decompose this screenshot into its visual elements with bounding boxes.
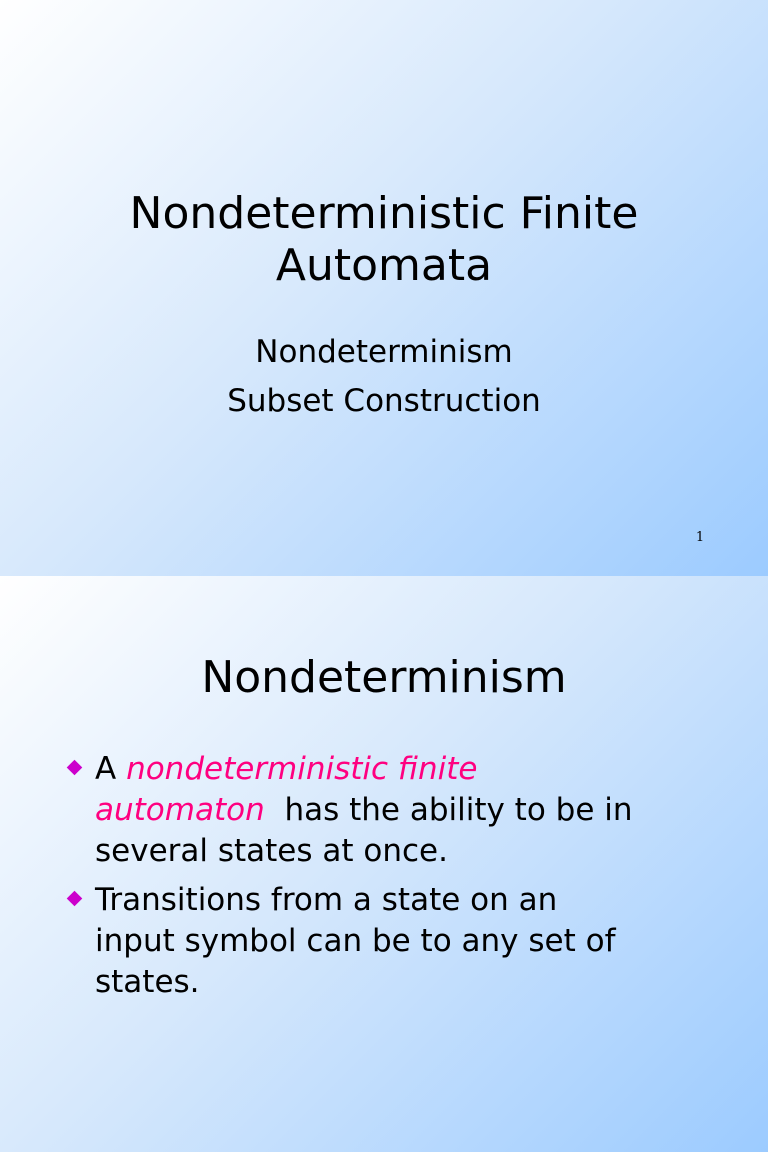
- slide-2: [0, 576, 768, 1152]
- title-line-2: Automata: [275, 240, 493, 291]
- subtitle-line-2: Subset Construction: [227, 383, 541, 419]
- page-number: 1: [695, 530, 705, 545]
- bullet-text: has the ability to be in: [264, 792, 633, 828]
- bullet-text: input symbol can be to any set of: [95, 923, 616, 959]
- title-line-1: Nondeterministic Finite: [129, 188, 639, 239]
- slide-title: Nondeterminism: [201, 652, 567, 703]
- bullet-item: [95, 880, 735, 1003]
- bullet-text: several states at once.: [95, 833, 448, 869]
- bullet-text: states.: [95, 964, 200, 1000]
- bullet-text: A: [95, 751, 127, 787]
- emphasis-text: automaton: [95, 792, 265, 828]
- subtitle-line-1: Nondeterminism: [255, 334, 513, 370]
- bullet-item: [95, 749, 735, 872]
- emphasis-text: nondeterministic finite: [126, 751, 478, 787]
- diamond-bullet-icon: [67, 891, 83, 907]
- bullet-text: Transitions from a state on an: [95, 882, 558, 918]
- slide-title: [0, 188, 768, 292]
- diamond-bullet-icon: [67, 760, 83, 776]
